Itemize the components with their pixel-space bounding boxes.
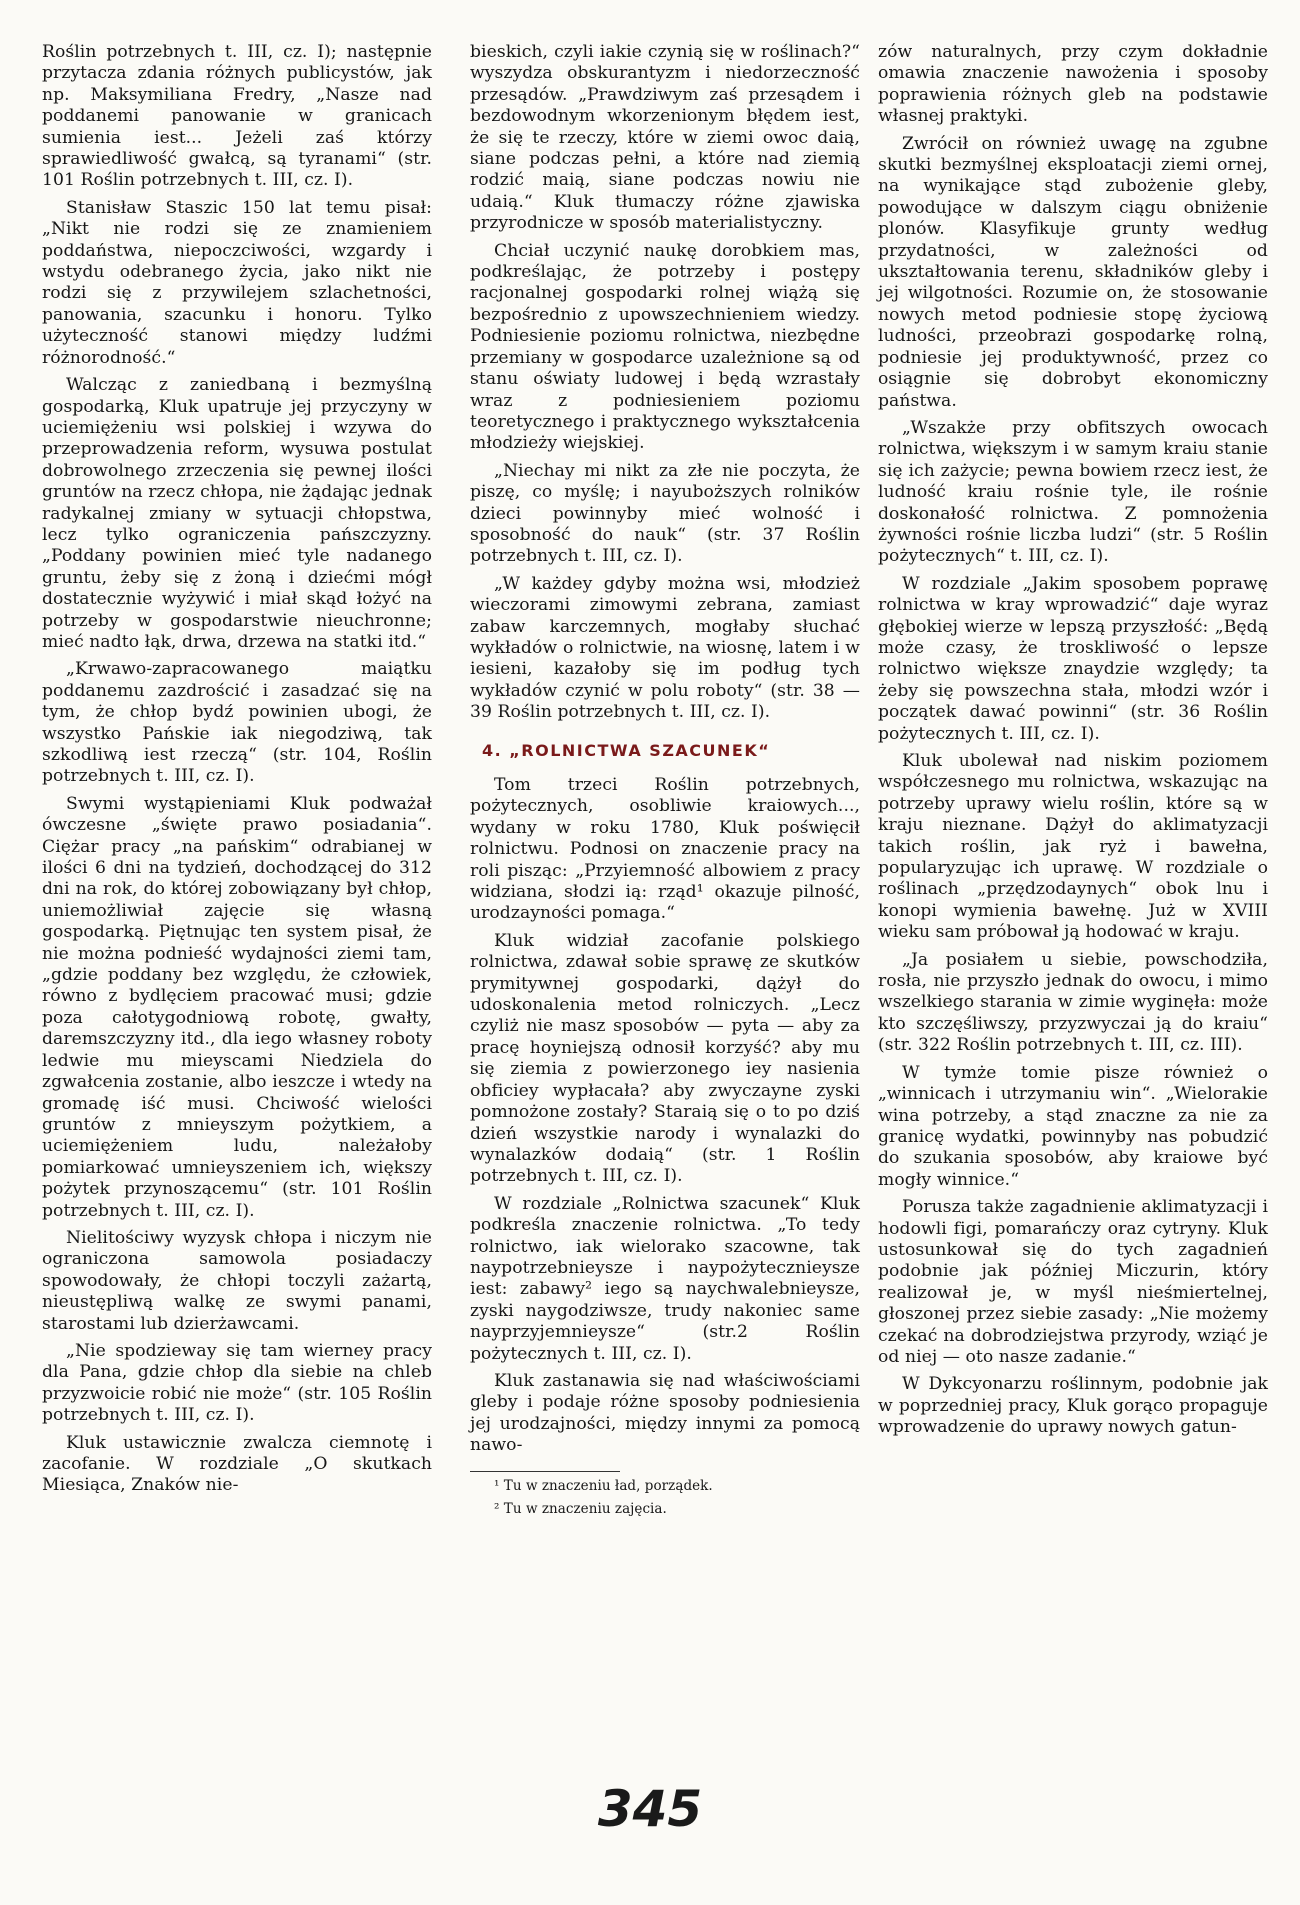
- text-column-left: [42, 42, 432, 1503]
- page-number: 345: [597, 1780, 703, 1838]
- footnote: ² Tu w znaczeniu zajęcia.: [494, 1500, 667, 1517]
- paragraph: Kluk widział zacofanie polskiego rolnictwa, zdawał sobie sprawę ze skutków prymitywnej gospodarki, dążył do udoskonalenia metod rolniczych. „Lecz czyliż nie masz sposobów — pyta — aby za pracę hoyniejszą odnosił korzyść? aby mu się ziemia z powierzonego iey nasienia obficiey wypłacała? aby zwyczayne zyski pomnożone zostały? Staraią się o to po dziś dzień wszystkie narody i wynalazki do wynalazków dodaią“ (str. 1 Roślin potrzebnych t. III, cz. I).: [470, 930, 860, 1187]
- paragraph: Nielitościwy wyzysk chłopa i niczym nie ograniczona samowola posiadaczy spowodowały, że chłopi toczyli zażartą, nieustępliwą walkę ze swymi panami, starostami lub dzierżawcami.: [42, 1227, 432, 1334]
- text-column-right: [878, 42, 1268, 1445]
- paragraph: bieskich, czyli iakie czynią się w roślinach?“ wyszydza obskurantyzm i niedorzeczność przesądów. „Prawdziwym zaś przesądem i bezdowodnym wkorzenionym błędem iest, że się te rzeczy, które w ziemi owoc daią, siane podczas pełni, a które nad ziemią rodzić maią, siane podczas nowiu nie udaią.“ Kluk tłumaczy różne zjawiska przyrodnicze w sposób materialistyczny.: [470, 42, 860, 234]
- paragraph: Stanisław Staszic 150 lat temu pisał: „Nikt nie rodzi się ze znamieniem poddaństwa, niepoczciwości, wzgardy i wstydu odebranego życia, jako nikt nie rodzi się z przywilejem szlachetności, panowania, szacunku i honoru. Tylko użyteczność stanowi między ludźmi różnorodność.“: [42, 197, 432, 368]
- paragraph: „W każdey gdyby można wsi, młodzież wieczorami zimowymi zebrana, zamiast zabaw karczemnych, mogłaby słuchać wykładów o rolnictwie, na wiosnę, latem i w iesieni, kazałoby się im podług tych wykładów czynić w polu roboty“ (str. 38 — 39 Roślin potrzebnych t. III, cz. I).: [470, 573, 860, 723]
- paragraph: Kluk ubolewał nad niskim poziomem współczesnego mu rolnictwa, wskazując na potrzeby uprawy wielu roślin, które są w kraju nieznane. Dążył do aklimatyzacji takich roślin, jak ryż i bawełna, popularyzując ich uprawę. W rozdziale o roślinach „przędzodaynych“ obok lnu i konopi wymienia bawełnę. Już w XVIII wieku sam próbował ją hodować w kraju.: [878, 751, 1268, 943]
- paragraph: W tymże tomie pisze również o „winnicach i utrzymaniu win“. „Wielorakie wina potrzeby, a stąd znaczne za nie za granicę wydatki, powinnyby nas pobudzić do szukania sposobów, aby kraiowe być mogły winnice.“: [878, 1062, 1268, 1190]
- paragraph: zów naturalnych, przy czym dokładnie omawia znaczenie nawożenia i sposoby poprawienia różnych gleb na podstawie własnej praktyki.: [878, 42, 1268, 127]
- paragraph: „Wszakże przy obfitszych owocach rolnictwa, większym i w samym kraiu stanie się ich zażycie; pewna bowiem rzecz iest, że ludność kraiu rośnie tyle, ile rośnie doskonałość rolnictwa. Z pomnożenia żywności rośnie liczba ludzi“ (str. 5 Roślin pożytecznych“ t. III, cz. I).: [878, 417, 1268, 567]
- paragraph: Kluk ustawicznie zwalcza ciemnotę i zacofanie. W rozdziale „O skutkach Miesiąca, Znaków nie-: [42, 1432, 432, 1496]
- footnote-divider: [470, 1471, 620, 1472]
- paragraph: „Ja posiałem u siebie, powschodziła, rosła, nie przyszło jednak do owocu, i mimo wszelkiego starania w zimie wyginęła: może kto szczęśliwszy, przyzwyczai ją do kraiu“ (str. 322 Roślin potrzebnych t. III, cz. III).: [878, 949, 1268, 1056]
- paragraph: „Niechay mi nikt za złe nie poczyta, że piszę, co myślę; i nayuboższych rolników dzieci powinnyby mieć wolność i sposobność do nauk“ (str. 37 Roślin potrzebnych t. III, cz. I).: [470, 460, 860, 567]
- paragraph: Zwrócił on również uwagę na zgubne skutki bezmyślnej eksploatacji ziemi ornej, na wynikające stąd zubożenie gleby, powodujące w dalszym ciągu obniżenie plonów. Klasyfikuje grunty według przydatności, w zależności od ukształtowania terenu, składników gleby i jej wilgotności. Rozumie on, że stosowanie nowych metod podniesie stopę życiową ludności, przeobrazi gospodarkę rolną, podniesie jej produktywność, przez co osiągnie się dobrobyt ekonomiczny państwa.: [878, 133, 1268, 411]
- paragraph: Chciał uczynić naukę dorobkiem mas, podkreślając, że potrzeby i postępy racjonalnej gospodarki rolnej wiążą się bezpośrednio z upowszechnieniem wiedzy. Podniesienie poziomu rolnictwa, niezbędne przemiany w gospodarce uzależnione są od stanu oświaty ludowej i będą wzrastały wraz z podniesieniem poziomu teoretycznego i praktycznego wykształcenia młodzieży wiejskiej.: [470, 240, 860, 454]
- paragraph: Tom trzeci Roślin potrzebnych, pożytecznych, osobliwie kraiowych..., wydany w roku 1780, Kluk poświęcił rolnictwu. Podnosi on znaczenie pracy na roli pisząc: „Przyiemność albowiem z pracy widziana, słodzi ią: rząd¹ okazuje pilność, urodzayności pomaga.“: [470, 775, 860, 924]
- paragraph: Swymi wystąpieniami Kluk podważał ówczesne „święte prawo posiadania“. Ciężar pracy „na pańskim“ odrabianej w ilości 6 dni na tydzień, dochodzącej do 312 dni na rok, do której zobowiązany był chłop, uniemożliwiał zajęcie się własną gospodarką. Piętnując ten system pisał, że nie można podnieść wydajności ziemi tam, „gdzie poddany bez względu, że człowiek, równo z bydlęciem pracować musi; gdzie poza całotygodniową robotę, gwałty, daremszczyzny itd., dla iego własney roboty ledwie mu mieyscami Niedziela do zgwałcenia zostanie, albo ieszcze i wtedy na gromadę iść musi. Chciwość wielości gruntów z mnieyszym pożytkiem, a uciemiężeniem ludu, należałoby pomiarkować umnieyszeniem ich, większy pożytek przynoszącemu“ (str. 101 Roślin potrzebnych t. III, cz. I).: [42, 793, 432, 1221]
- paragraph: Walcząc z zaniedbaną i bezmyślną gospodarką, Kluk upatruje jej przyczyny w uciemiężeniu wsi polskiej i wzywa do przeprowadzenia reform, wysuwa postulat dobrowolnego zrzeczenia się pewnej ilości gruntów na rzecz chłopa, nie żądając jednak radykalnej zmiany w sytuacji chłopstwa, lecz tylko ograniczenia pańszczyzny. „Poddany powinien mieć tyle nadanego gruntu, żeby się z żoną i dziećmi mógł dostatecznie wyżywić i miał skąd łożyć na potrzeby w gospodarstwie nieuchronne; mieć nadto łąk, drwa, drzewa na statki itd.“: [42, 375, 432, 652]
- paragraph: W rozdziale „Jakim sposobem poprawę rolnictwa w kray wprowadzić“ daje wyraz głębokiej wierze w lepszą przyszłość: „Będą może czasy, że troskliwość o lepsze rolnictwo większe znaydzie względy; ta żeby się powszechna stała, młodzi wzór i początek dawać powinni“ (str. 36 Roślin pożytecznych t. III, cz. I).: [878, 573, 1268, 744]
- text-column-middle: [470, 42, 860, 1524]
- paragraph: W Dykcyonarzu roślinnym, podobnie jak w poprzedniej pracy, Kluk gorąco propaguje wprowadzenie do uprawy nowych gatun-: [878, 1374, 1268, 1438]
- paragraph: Roślin potrzebnych t. III, cz. I); następnie przytacza zdania różnych publicystów, jak np. Maksymiliana Fredry, „Nasze nad poddanemi panowanie w granicach sumienia iest... Jeżeli zaś którzy sprawiedliwość gwałcą, są tyranami“ (str. 101 Roślin potrzebnych t. III, cz. I).: [42, 42, 432, 191]
- footnote: ¹ Tu w znaczeniu ład, porządek.: [494, 1477, 713, 1494]
- paragraph: „Nie spodziewaу się tam wierney pracy dla Pana, gdzie chłop dla siebie na chleb przyzwoicie robić nie może“ (str. 105 Roślin potrzebnych t. III, cz. I).: [42, 1340, 432, 1426]
- paragraph: W rozdziale „Rolnictwa szacunek“ Kluk podkreśla znaczenie rolnictwa. „To tedy rolnictwo, iak wielorako szacowne, tak naypotrzebnieysze i naypożytecznieysze iest: zabawy² iego są naychwalebnieysze, zyski naygodziwsze, trudy nakoniec same nayprzyjemnieysze“ (str.2 Roślin pożytecznych t. III, cz. I).: [470, 1193, 860, 1364]
- paragraph: Porusza także zagadnienie aklimatyzacji i hodowli figi, pomarańczy oraz cytryny. Kluk ustosunkował się do tych zagadnień podobnie jak później Miczurin, który realizował je, w myśl nieśmiertelnej, głoszonej przez siebie zasady: „Nie możemy czekać na dobrodziejstwa przyrody, wziąć je od niej — oto nasze zadanie.“: [878, 1197, 1268, 1367]
- section-heading: 4. „ROLNICTWA SZACUNEK“: [482, 740, 771, 760]
- paragraph: „Krwawo-zapracowanego maiątku poddanemu zazdrościć i zasadzać się na tym, że chłop bydź powinien ubogi, że wszystko Pańskie iak niegodziwą, tak szkodliwą iest rzeczą“ (str. 104, Roślin potrzebnych t. III, cz. I).: [42, 659, 432, 787]
- paragraph: Kluk zastanawia się nad właściwościami gleby i podaje różne sposoby podniesienia jej urodzajności, między innymi za pomocą nawo-: [470, 1370, 860, 1456]
